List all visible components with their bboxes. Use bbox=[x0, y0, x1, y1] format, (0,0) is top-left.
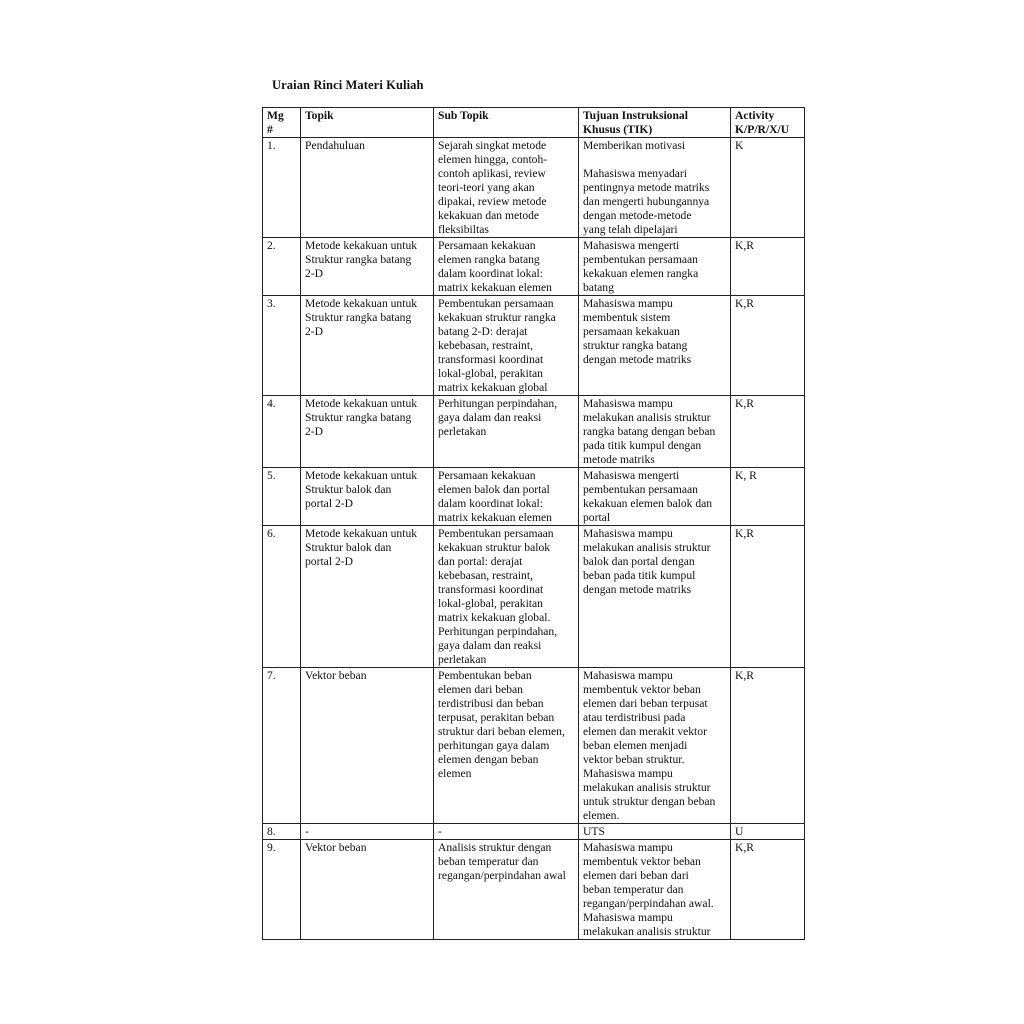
table-row bbox=[263, 296, 805, 396]
cell-activity: K, R bbox=[731, 468, 805, 526]
cell-activity: K,R bbox=[731, 238, 805, 296]
cell-sub-topik: Pembentukan beban elemen dari beban terdistribusi dan beban terpusat, perakitan beban struktur dari beban elemen, perhitungan gaya dalam elemen dengan beban elemen bbox=[434, 668, 579, 824]
cell-topik: Metode kekakuan untuk Struktur balok dan portal 2-D bbox=[301, 526, 434, 668]
cell-topik: Metode kekakuan untuk Struktur rangka batang 2-D bbox=[301, 396, 434, 468]
cell-mg: 9. bbox=[263, 840, 301, 940]
cell-mg: 2. bbox=[263, 238, 301, 296]
cell-mg: 4. bbox=[263, 396, 301, 468]
cell-sub-topik: Sejarah singkat metode elemen hingga, contoh- contoh aplikasi, review teori-teori yang akan dipakai, review metode kekakuan dan metode fleksibiltas bbox=[434, 138, 579, 238]
cell-activity: K,R bbox=[731, 296, 805, 396]
cell-tik: Mahasiswa mampu melakukan analisis struktur balok dan portal dengan beban pada titik kumpul dengan metode matriks bbox=[579, 526, 731, 668]
cell-sub-topik: Persamaan kekakuan elemen balok dan portal dalam koordinat lokal: matrix kekakuan elemen bbox=[434, 468, 579, 526]
header-mg: Mg # bbox=[263, 108, 301, 138]
table-row bbox=[263, 238, 805, 296]
cell-mg: 7. bbox=[263, 668, 301, 824]
cell-activity: K,R bbox=[731, 668, 805, 824]
cell-sub-topik: Persamaan kekakuan elemen rangka batang dalam koordinat lokal: matrix kekakuan elemen bbox=[434, 238, 579, 296]
cell-tik: Mahasiswa mengerti pembentukan persamaan kekakuan elemen balok dan portal bbox=[579, 468, 731, 526]
cell-mg: 1. bbox=[263, 138, 301, 238]
cell-tik: Mahasiswa mampu membentuk vektor beban elemen dari beban terpusat atau terdistribusi pada elemen dan merakit vektor beban elemen menjadi vektor beban struktur. Mahasiswa mampu melakukan analisis struktur untuk struktur dengan beban elemen. bbox=[579, 668, 731, 824]
cell-activity: K,R bbox=[731, 840, 805, 940]
cell-mg: 6. bbox=[263, 526, 301, 668]
header-topik: Topik bbox=[301, 108, 434, 138]
cell-tik: UTS bbox=[579, 824, 731, 840]
header-activity: Activity K/P/R/X/U bbox=[731, 108, 805, 138]
cell-mg: 5. bbox=[263, 468, 301, 526]
cell-tik: Mahasiswa mengerti pembentukan persamaan kekakuan elemen rangka batang bbox=[579, 238, 731, 296]
page-title: Uraian Rinci Materi Kuliah bbox=[272, 78, 424, 92]
cell-tik: Mahasiswa mampu membentuk vektor beban elemen dari beban dari beban temperatur dan regangan/perpindahan awal. Mahasiswa mampu melakukan analisis struktur bbox=[579, 840, 731, 940]
table-row bbox=[263, 468, 805, 526]
table-header-row bbox=[263, 108, 805, 138]
cell-topik: - bbox=[301, 824, 434, 840]
course-material-table bbox=[262, 107, 805, 940]
cell-topik: Metode kekakuan untuk Struktur balok dan portal 2-D bbox=[301, 468, 434, 526]
cell-sub-topik: Pembentukan persamaan kekakuan struktur rangka batang 2-D: derajat kebebasan, restraint, transformasi koordinat lokal-global, perakitan matrix kekakuan global bbox=[434, 296, 579, 396]
cell-tik: Memberikan motivasi Mahasiswa menyadari pentingnya metode matriks dan mengerti hubungannya dengan metode-metode yang telah dipelajari bbox=[579, 138, 731, 238]
cell-tik: Mahasiswa mampu melakukan analisis struktur rangka batang dengan beban pada titik kumpul dengan metode matriks bbox=[579, 396, 731, 468]
cell-topik: Metode kekakuan untuk Struktur rangka batang 2-D bbox=[301, 296, 434, 396]
cell-tik: Mahasiswa mampu membentuk sistem persamaan kekakuan struktur rangka batang dengan metode matriks bbox=[579, 296, 731, 396]
table-row bbox=[263, 138, 805, 238]
table-row bbox=[263, 526, 805, 668]
cell-activity: K,R bbox=[731, 526, 805, 668]
cell-sub-topik: Perhitungan perpindahan, gaya dalam dan reaksi perletakan bbox=[434, 396, 579, 468]
table-row bbox=[263, 668, 805, 824]
cell-sub-topik: Analisis struktur dengan beban temperatur dan regangan/perpindahan awal bbox=[434, 840, 579, 940]
cell-topik: Vektor beban bbox=[301, 668, 434, 824]
cell-activity: U bbox=[731, 824, 805, 840]
table-row bbox=[263, 840, 805, 940]
cell-sub-topik: Pembentukan persamaan kekakuan struktur balok dan portal: derajat kebebasan, restraint, transformasi koordinat lokal-global, perakitan matrix kekakuan global. Perhitungan perpindahan, gaya dalam dan reaksi perletakan bbox=[434, 526, 579, 668]
cell-activity: K bbox=[731, 138, 805, 238]
cell-mg: 3. bbox=[263, 296, 301, 396]
header-tik: Tujuan Instruksional Khusus (TIK) bbox=[579, 108, 731, 138]
cell-mg: 8. bbox=[263, 824, 301, 840]
cell-sub-topik: - bbox=[434, 824, 579, 840]
table-row bbox=[263, 824, 805, 840]
header-sub-topik: Sub Topik bbox=[434, 108, 579, 138]
cell-topik: Metode kekakuan untuk Struktur rangka batang 2-D bbox=[301, 238, 434, 296]
table-row bbox=[263, 396, 805, 468]
cell-topik: Vektor beban bbox=[301, 840, 434, 940]
cell-activity: K,R bbox=[731, 396, 805, 468]
cell-topik: Pendahuluan bbox=[301, 138, 434, 238]
